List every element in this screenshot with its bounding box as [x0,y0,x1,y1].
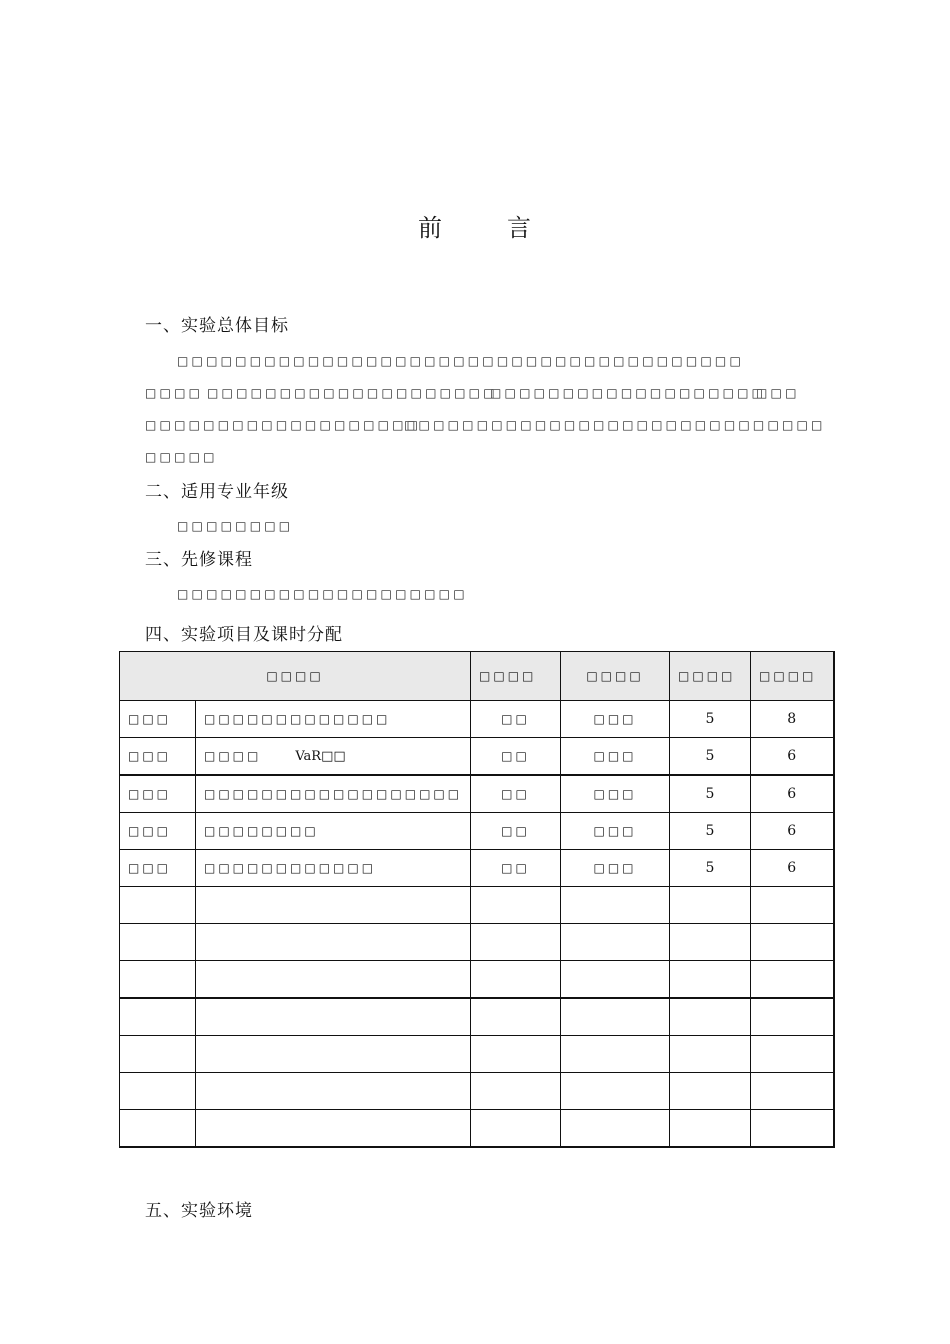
cell-hours: 5 [670,775,751,813]
cell-groups: 6 [751,813,834,850]
cell-name: □□□□□□□□ [196,813,471,850]
table-row-empty [120,998,834,1036]
cell-requirement: □□□ [561,813,670,850]
table-row-empty [120,1110,834,1148]
cell-requirement: □□□ [561,738,670,776]
cell-type: □□ [471,850,561,887]
cell-groups: 6 [751,738,834,776]
goals-text-line-1: □□□□□□□□□□□□□□□□□□□□□□□□□□□□□□□□□□□□□□□ [177,354,744,368]
goals-text-line-2a: □□□□ [145,386,204,400]
cell-groups: 6 [751,775,834,813]
cell-hours: 5 [670,850,751,887]
cell-name: □□□□□□□□□□□□□□□□□□ [196,775,471,813]
cell-requirement: □□□ [561,701,670,738]
title-char-2: 言 [507,214,531,242]
table-row-empty [120,887,834,924]
table-header-row [120,652,834,701]
header-hours: □□□□ [670,652,751,701]
header-type: □□□□ [471,652,561,701]
cell-type: □□ [471,701,561,738]
cell-name: □□□□□□□□□□□□ [196,850,471,887]
cell-no: □□□ [120,850,196,887]
cell-hours: 5 [670,813,751,850]
table-row-empty [120,1036,834,1073]
table-row [120,850,834,887]
table-row [120,701,834,738]
section-heading-majors: 二、适用专业年级 [145,482,289,502]
goals-text-line-3b: □□□□□□□□□□□□□□□□□□□□□□□□□□□□□ [404,418,826,432]
cell-name-part-2: VaR□□ [295,748,346,764]
goals-text-line-4: □□□□□ [145,450,218,464]
section-heading-environment: 五、实验环境 [145,1201,253,1221]
cell-no: □□□ [120,813,196,850]
allocation-table [119,651,835,1148]
cell-name-part-1: □□□□ [204,748,262,763]
table-row [120,813,834,850]
goals-text-line-3a: □□□□□□□□□□□□□□□□□□□ [145,418,422,432]
cell-no: □□□ [120,775,196,813]
cell-no: □□□ [120,701,196,738]
section-heading-allocation: 四、实验项目及课时分配 [145,625,343,645]
section-heading-goals: 一、实验总体目标 [145,316,289,336]
cell-name: □□□□□□□□□□□□□ [196,701,471,738]
cell-name [196,738,471,776]
cell-requirement: □□□ [561,850,670,887]
header-requirement: □□□□ [561,652,670,701]
cell-type: □□ [471,775,561,813]
title-char-1: 前 [418,214,442,242]
table-row-empty [120,1073,834,1110]
header-project-name: □□□□ [120,652,471,701]
table-row [120,775,834,813]
goals-text-line-2d: □□□ [756,386,800,400]
table-row-empty [120,924,834,961]
goals-text-line-2c: □□□□□□□□□□□□□□□□□□□ [490,386,767,400]
majors-text: □□□□□□□□ [177,519,294,533]
cell-groups: 6 [751,850,834,887]
cell-type: □□ [471,813,561,850]
table-row-empty [120,961,834,999]
cell-type: □□ [471,738,561,776]
goals-text-line-2b: □□□□□□□□□□□□□□□□□□□□ [207,386,498,400]
cell-no: □□□ [120,738,196,776]
cell-requirement: □□□ [561,775,670,813]
prerequisites-text: □□□□□□□□□□□□□□□□□□□□ [177,587,468,601]
header-groups: □□□□ [751,652,834,701]
table-row [120,738,834,776]
section-heading-prerequisites: 三、先修课程 [145,550,253,570]
cell-hours: 5 [670,701,751,738]
cell-hours: 5 [670,738,751,776]
cell-groups: 8 [751,701,834,738]
